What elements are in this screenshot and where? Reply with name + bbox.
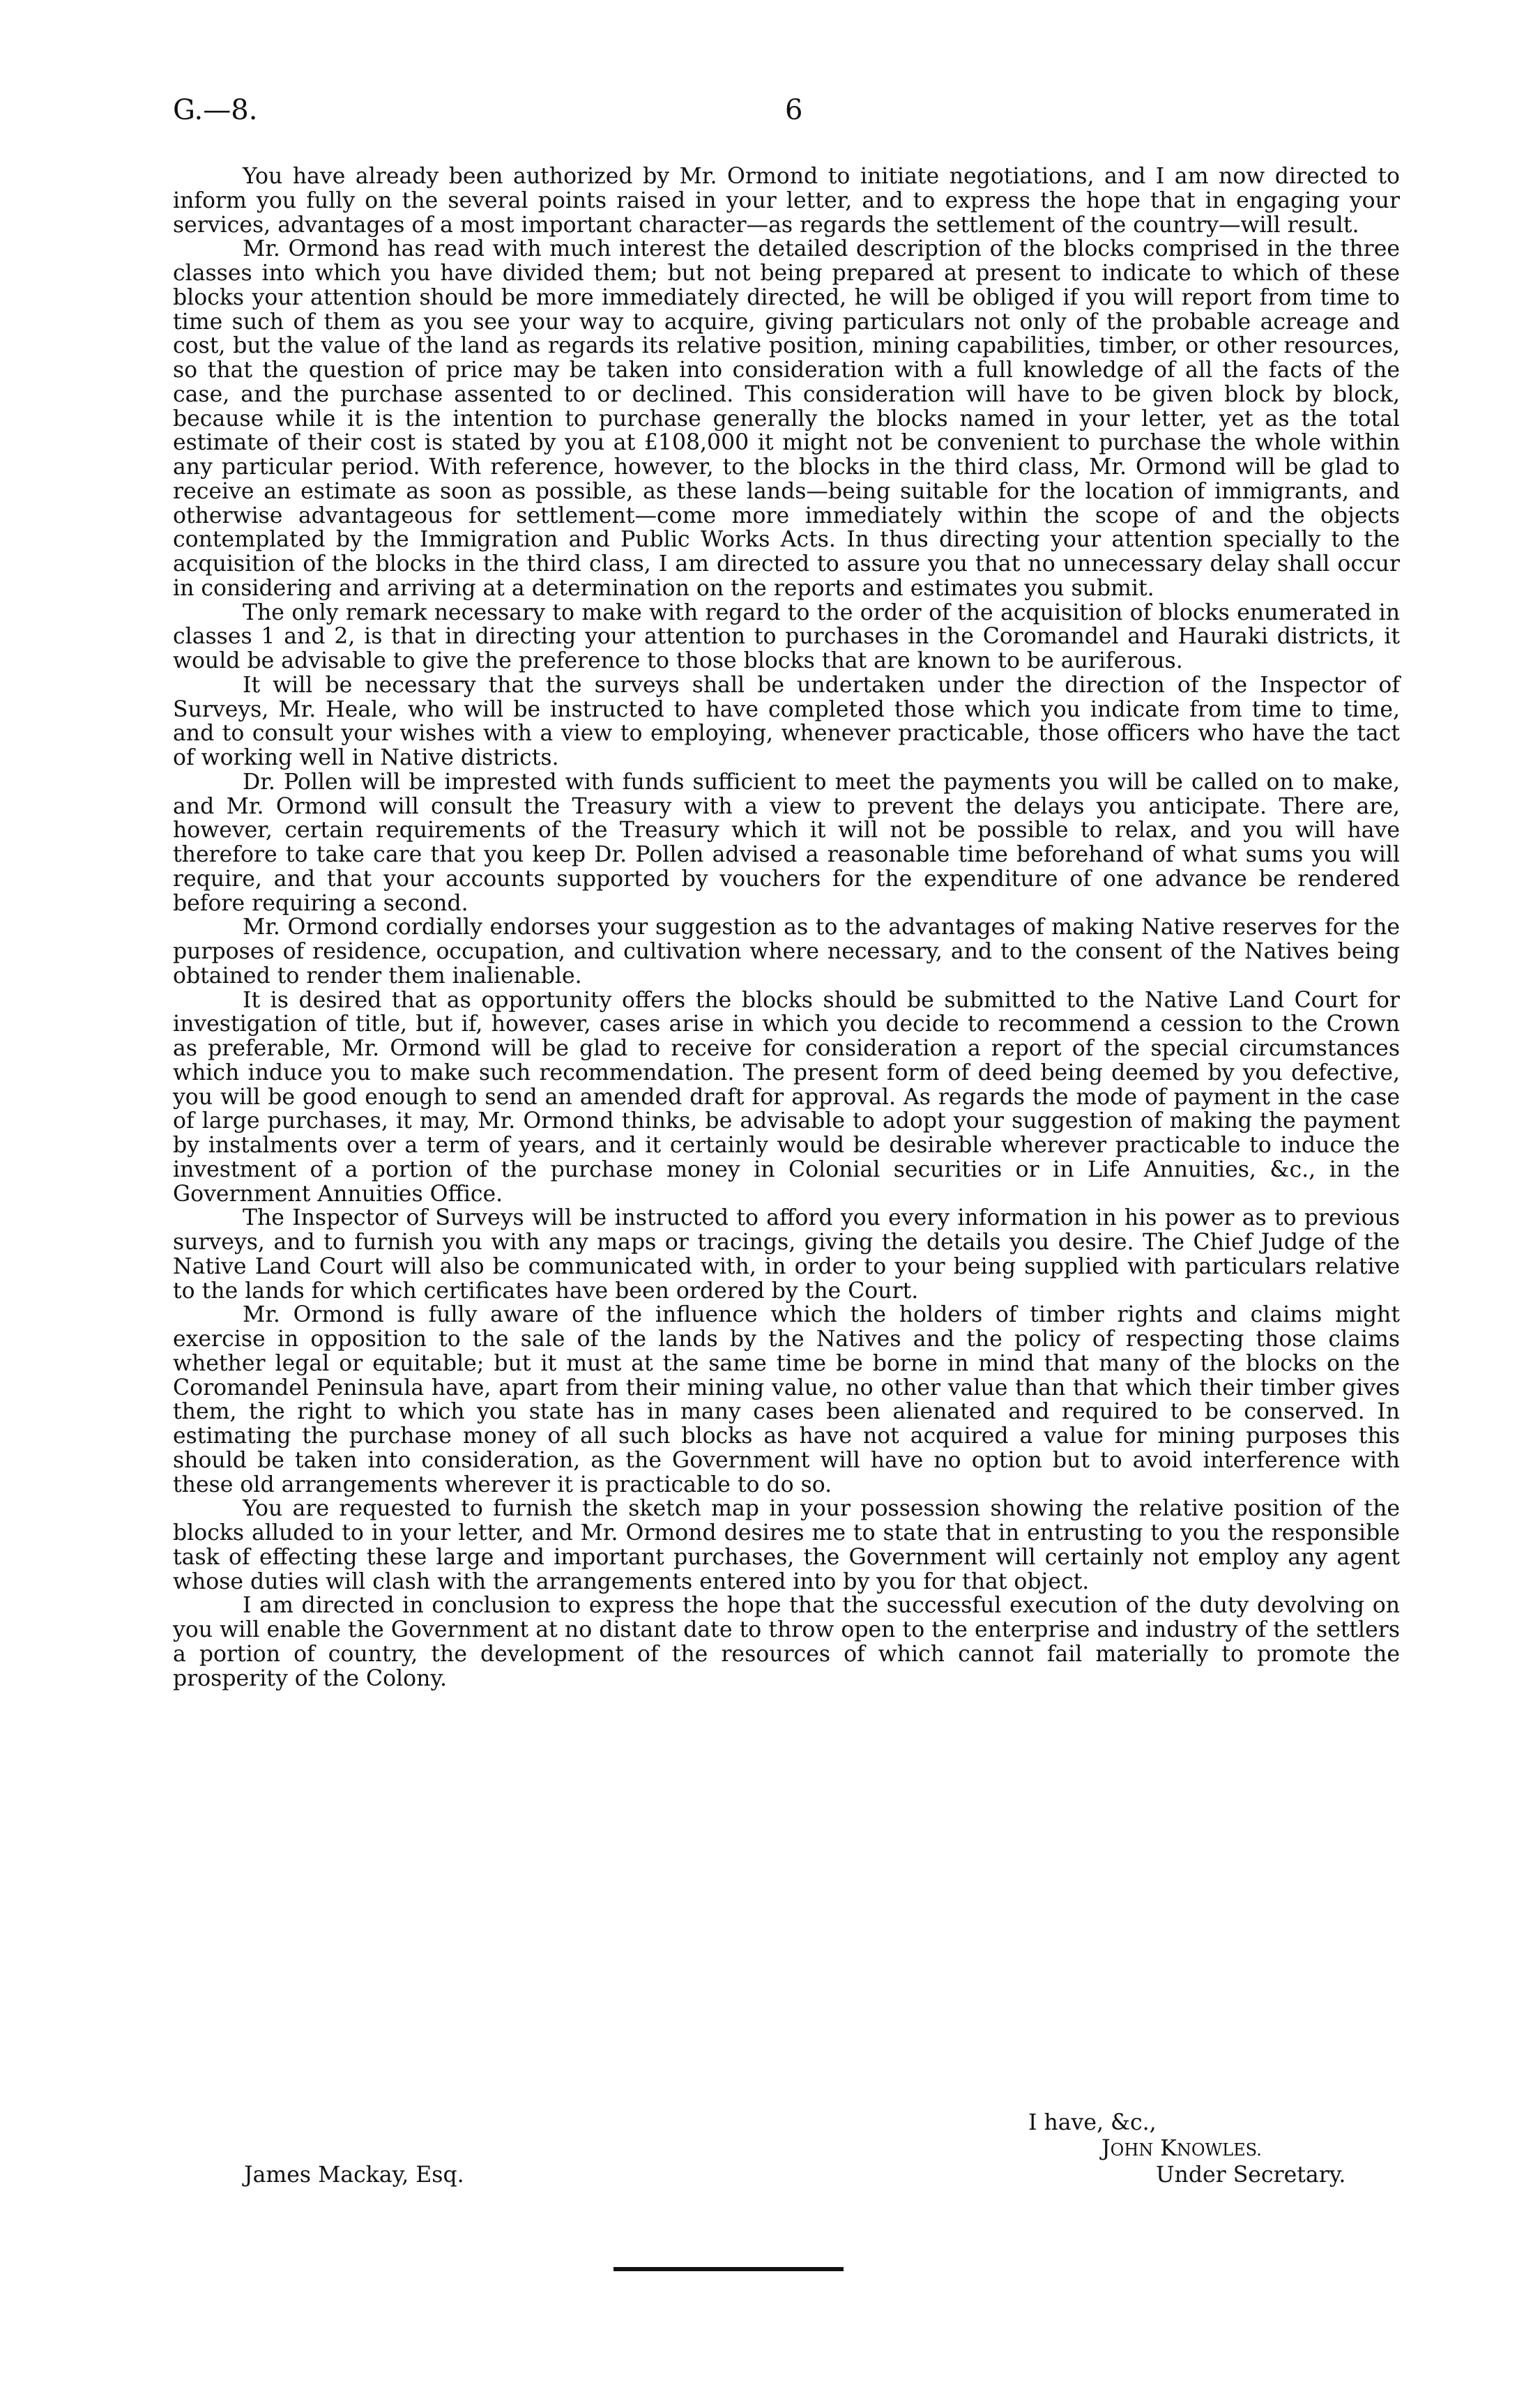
paragraph: The Inspector of Surveys will be instructed to afford you every information in his power as to previous surveys, and to furnish you with any maps or tracings, giving the details you desire. The Chief Judge of the Native Land Court will also be communicated with, in order to your being supplied with particulars relative to the lands for which certificates have been ordered by the Court. [173, 1205, 1400, 1304]
paragraph: The only remark necessary to make with regard to the order of the acquisition of blocks enumerated in classes 1 and 2, is that in directing your attention to purchases in the Coromandel and Hauraki districts, it would be advisable to give the preference to those blocks that are known to be auriferous. [173, 600, 1400, 673]
page-number: 6 [785, 94, 803, 126]
paragraph: Mr. Ormond has read with much interest the detailed description of the blocks comprised in the three classes into which you have divided them; but not being prepared at present to indicate to which of these blocks your attention should be more immediately directed, he will be obliged if you will report from time to time such of them as you see your way to acquire, giving particulars not only of the probable acreage and cost, but the value of the land as regards its relative position, mining capabilities, timber, or other resources, so that the question of price may be taken into consideration with a full knowledge of all the facts of the case, and the purchase assented to or declined. This consideration will have to be given block by block, because while it is the intention to purchase generally the blocks named in your letter, yet as the total estimate of their cost is stated by you at £108,000 it might not be convenient to purchase the whole within any particular period. With reference, however, to the blocks in the third class, Mr. Ormond will be glad to receive an estimate as soon as possible, as these lands—being suitable for the location of immigrants, and otherwise advantageous for settlement—come more immediately within the scope of and the objects contemplated by the Immigration and Public Works Acts. In thus directing your attention specially to the acquisition of the blocks in the third class, I am directed to assure you that no unnecessary delay shall occur in considering and arriving at a determination on the reports and estimates you submit. [173, 236, 1400, 601]
document-reference: G.—8. [173, 94, 258, 126]
signer-first-rest: OHN [1110, 2140, 1154, 2160]
paragraph: Mr. Ormond cordially endorses your suggestion as to the advantages of making Native reserves for the purposes of residence, occupation, and cultivation where necessary, and to the consent of the Natives being obtained to render them inalienable. [173, 915, 1400, 989]
paragraph: Dr. Pollen will be imprested with funds sufficient to meet the payments you will be called on to make, and Mr. Ormond will consult the Treasury with a view to prevent the delays you anticipate. There are, however, certain requirements of the Treasury which it will not be possible to relax, and you will have therefore to take care that you keep Dr. Pollen advised a reasonable time beforehand of what sums you will require, and that your accounts supported by vouchers for the expenditure of one advance be rendered before requiring a second. [173, 769, 1400, 916]
signer-first-initial: J [1101, 2136, 1111, 2161]
signer-title: Under Secretary. [1156, 2162, 1346, 2188]
paragraph: It will be necessary that the surveys shall be undertaken under the direction of the Inspector of Surveys, Mr. Heale, who will be instructed to have completed those which you indicate from time to time, and to consult your wishes with a view to employing, whenever practicable, those officers who have the tact of working well in Native districts. [173, 672, 1400, 770]
paragraph: I am directed in conclusion to express the hope that the successful execution of the duty devolving on you will enable the Government at no distant date to throw open to the enterprise and industry of the settlers a portion of country, the development of the resources of which cannot fail materially to promote the prosperity of the Colony. [173, 1593, 1400, 1691]
signer-last-initial: K [1160, 2136, 1177, 2161]
paragraph: You are requested to furnish the sketch map in your possession showing the relative position of the blocks alluded to in your letter, and Mr. Ormond desires me to state that in entrusting to you the responsible task of effecting these large and important purchases, the Government will certainly not employ any agent whose duties will clash with the arrangements entered into by you for that object. [173, 1496, 1400, 1594]
end-rule-divider [613, 2267, 844, 2271]
paragraph: It is desired that as opportunity offers the blocks should be submitted to the Native Land Court for investigation of title, but if, however, cases arise in which you decide to recommend a cession to the Crown as preferable, Mr. Ormond will be glad to receive for consideration a report of the special circumstances which induce you to make such recommendation. The present form of deed being deemed by you defective, you will be good enough to send an amended draft for approval. As regards the mode of payment in the case of large purchases, it may, Mr. Ormond thinks, be advisable to adopt your suggestion of making the payment by instalments over a term of years, and it certainly would be desirable wherever practicable to induce the investment of a portion of the purchase money in Colonial securities or in Life Annuities, &c., in the Government Annuities Office. [173, 987, 1400, 1207]
signer-last-rest: NOWLES. [1176, 2140, 1262, 2160]
signer-name [1101, 2136, 1262, 2161]
closing-salutation: I have, &c., [1028, 2110, 1157, 2135]
letter-body [173, 165, 1400, 1691]
paragraph: Mr. Ormond is fully aware of the influence which the holders of timber rights and claims might exercise in opposition to the sale of the lands by the Natives and the policy of respecting those claims whether legal or equitable; but it must at the same time be borne in mind that many of the blocks on the Coromandel Peninsula have, apart from their mining value, no other value than that which their timber gives them, the right to which you state has in many cases been alienated and required to be conserved. In estimating the purchase money of all such blocks as have not acquired a value for mining purposes this should be taken into consideration, as the Government will have no option but to avoid interference with these old arrangements wherever it is practicable to do so. [173, 1302, 1400, 1497]
paragraph: You have already been authorized by Mr. Ormond to initiate negotiations, and I am now directed to inform you fully on the several points raised in your letter, and to express the hope that in engaging your services, advantages of a most important character—as regards the settlement of the country—will result. [173, 164, 1400, 238]
addressee: James Mackay, Esq. [244, 2162, 464, 2188]
page-header [173, 94, 1367, 136]
